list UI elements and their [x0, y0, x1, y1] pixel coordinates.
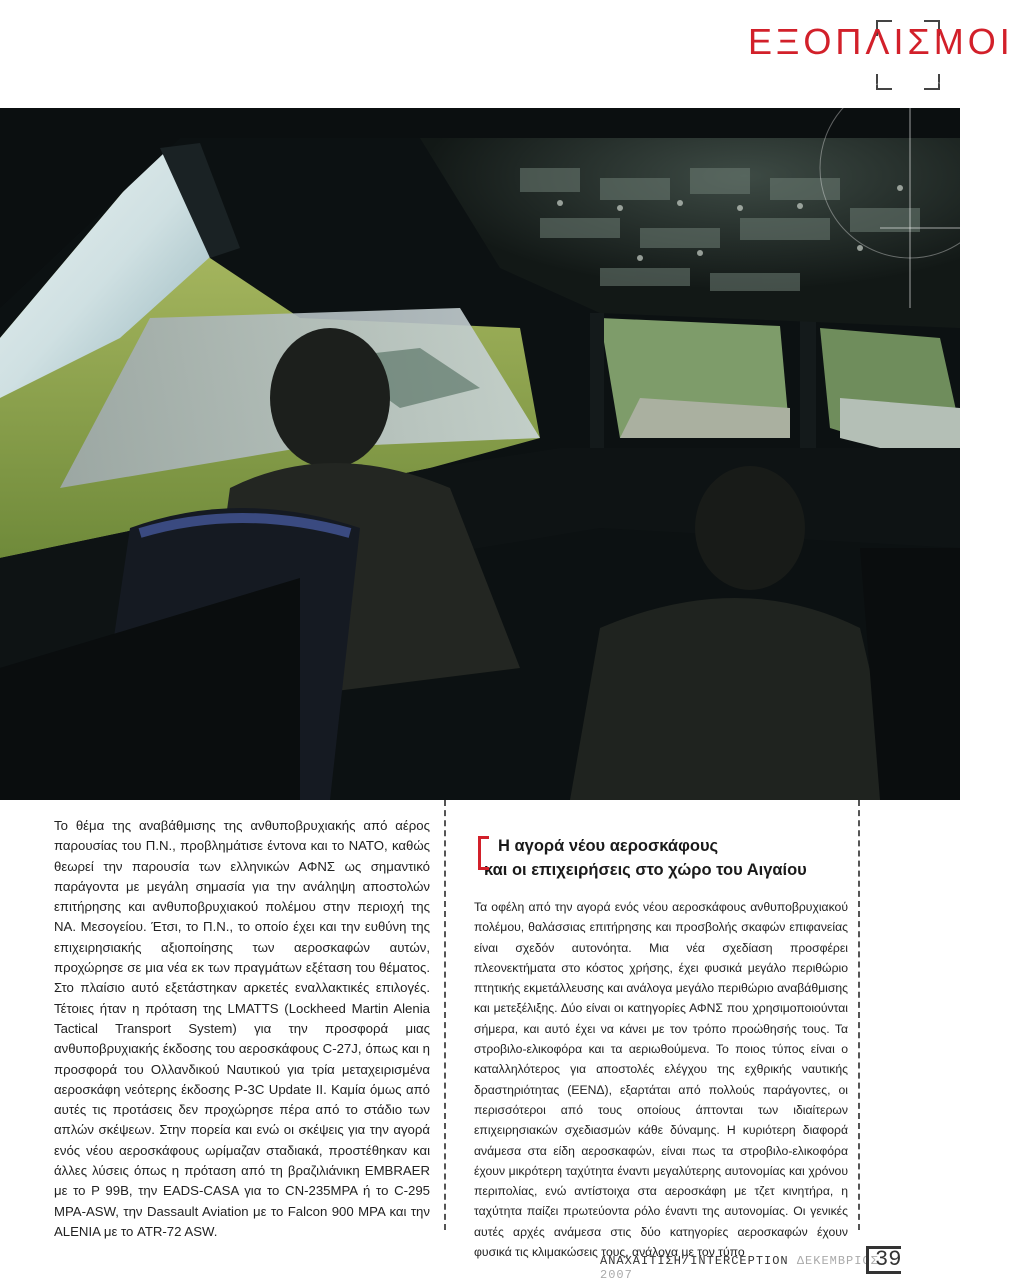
page-footer — [600, 1254, 900, 1282]
section-title: ΕΞΟΠΛΙΣΜΟΙ — [748, 21, 1014, 62]
column-divider — [858, 800, 860, 1230]
paragraph: Το θέμα της αναβάθμισης της ανθυποβρυχιακής από αέρος παρουσίας του Π.Ν., προβλημάτισε έντονα και το ΝΑΤΟ, καθώς θεωρεί την παρουσία των ελληνικών ΑΦΝΣ ως σημαντικό παράγοντα με μεγάλη σημασία για την ανάληψη αποστολών επιτήρησης και ανθυποβρυχιακού πολέμου στην περιοχή της ΝΑ. Μεσογείου. Έτσι, το Π.Ν., το οποίο έχει και την ευθύνη της επιχειρησιακής αξιοποίησης των αεροσκαφών αυτών, προχώρησε σε μια νέα εκ των πραγμάτων εξέταση του θέματος. Στο πλαίσιο αυτό εξετάστηκαν αρκετές εναλλακτικές επιλογές. Τέτοιες ήταν η πρόταση της LMATTS (Lockheed Martin Alenia Tactical Transport System) για την προσφορά μιας ανθυποβρυχιακής έκδοσης του αεροσκάφους C-27J, όπως και η προσφορά του Ολλανδικού Ναυτικού για τρία μεταχειρισμένα αεροσκάφη νεότερης έκδοσης P-3C Update II. Καμία όμως από αυτές τις προτάσεις δεν προχώρησε πέρα από το στάδιο των απλών σκέψεων. Στην πορεία και ενώ οι σκέψεις για την αγορά ενός νέου αεροσκάφους ωρίμαζαν σταδιακά, προστέθηκαν και άλλες λύσεις όπως η πρόταση από τη βραζιλιάνικη EMBRAER με το P 99B, την EADS-CASA για το CN-235MPA ή το C-295 MPA-ASW, την Dassault Aviation με το Falcon 900 MPA και την ALENIA με το ATR-72 ASW. — [54, 818, 430, 1239]
magazine-name: ΑΝΑΧΑΙΤΙΣΗ/INTERCEPTION — [600, 1254, 789, 1268]
article-body-right — [474, 897, 848, 1262]
issue-date: ΔΕΚΕΜΒΡΙΟΣ 2007 — [600, 1254, 879, 1282]
section-subheading — [466, 834, 846, 882]
article-body-left — [54, 816, 430, 1242]
subheading-line: και οι επιχειρήσεις στο χώρο του Αιγαίου — [484, 861, 807, 879]
cockpit-illustration — [0, 108, 960, 800]
column-divider — [444, 800, 446, 1230]
page-number: 39 — [866, 1246, 901, 1274]
paragraph: Τα οφέλη από την αγορά ενός νέου αεροσκάφους ανθυποβρυχιακού πολέμου, θαλάσσιας επιτήρησης και προσβολής σκαφών επιφανείας είναι σχεδόν αυτονόητα. Μια νέα σχεδίαση προσφέρει πλεονεκτήματα στο κόστος χρήσης, έχει φυσικά μεγάλο περιθώριο πτητικής εκμετάλλευσης και ανάλογα μεγάλο περιθώριο αναβάθμισης και μετεξέλιξης. Δύο είναι οι κατηγορίες ΑΦΝΣ που χρησιμοποιούνται σήμερα, και αυτό έχει να κάνει με τον τρόπο προώθησής τους. Τα στροβιλο-ελικοφόρα και τα αεριωθούμενα. Το ποιος τύπος είναι ο καταλληλότερος για αποστολές ελέγχου της εχθρικής ναυτικής δραστηριότητας (ΕΕΝΔ), εξαρτάται από πολλούς παράγοντες, οι περισσότεροι από τους οποίους άπτονται των ιδιαίτερων επιχειρησιακών σχεδιασμών κάθε δύναμης. Η κυριότερη διαφορά ανάμεσα στα είδη αεροσκαφών, είναι πως τα στροβιλο-ελικοφόρα έχουν μικρότερη ταχύτητα έναντι μεγαλύτερης αυτονομίας και χρόνου περιπολίας, ενώ αντίστοιχα στα αεροσκάφη με τζετ κινητήρα, η ταχύτητα παίζει πρωτεύοντα ρόλο έναντι της αυτονομίας. Οι γενικές αυτές αρχές ανάμεσα στις δύο κατηγορίες αεροσκαφών έχουν φυσικά τις κλιμακώσεις τους, ανάλογα με τον τύπο — [474, 900, 848, 1260]
subheading-line: Η αγορά νέου αεροσκάφους — [498, 837, 719, 855]
subheading-bracket — [478, 836, 489, 870]
cockpit-photo — [0, 108, 960, 800]
